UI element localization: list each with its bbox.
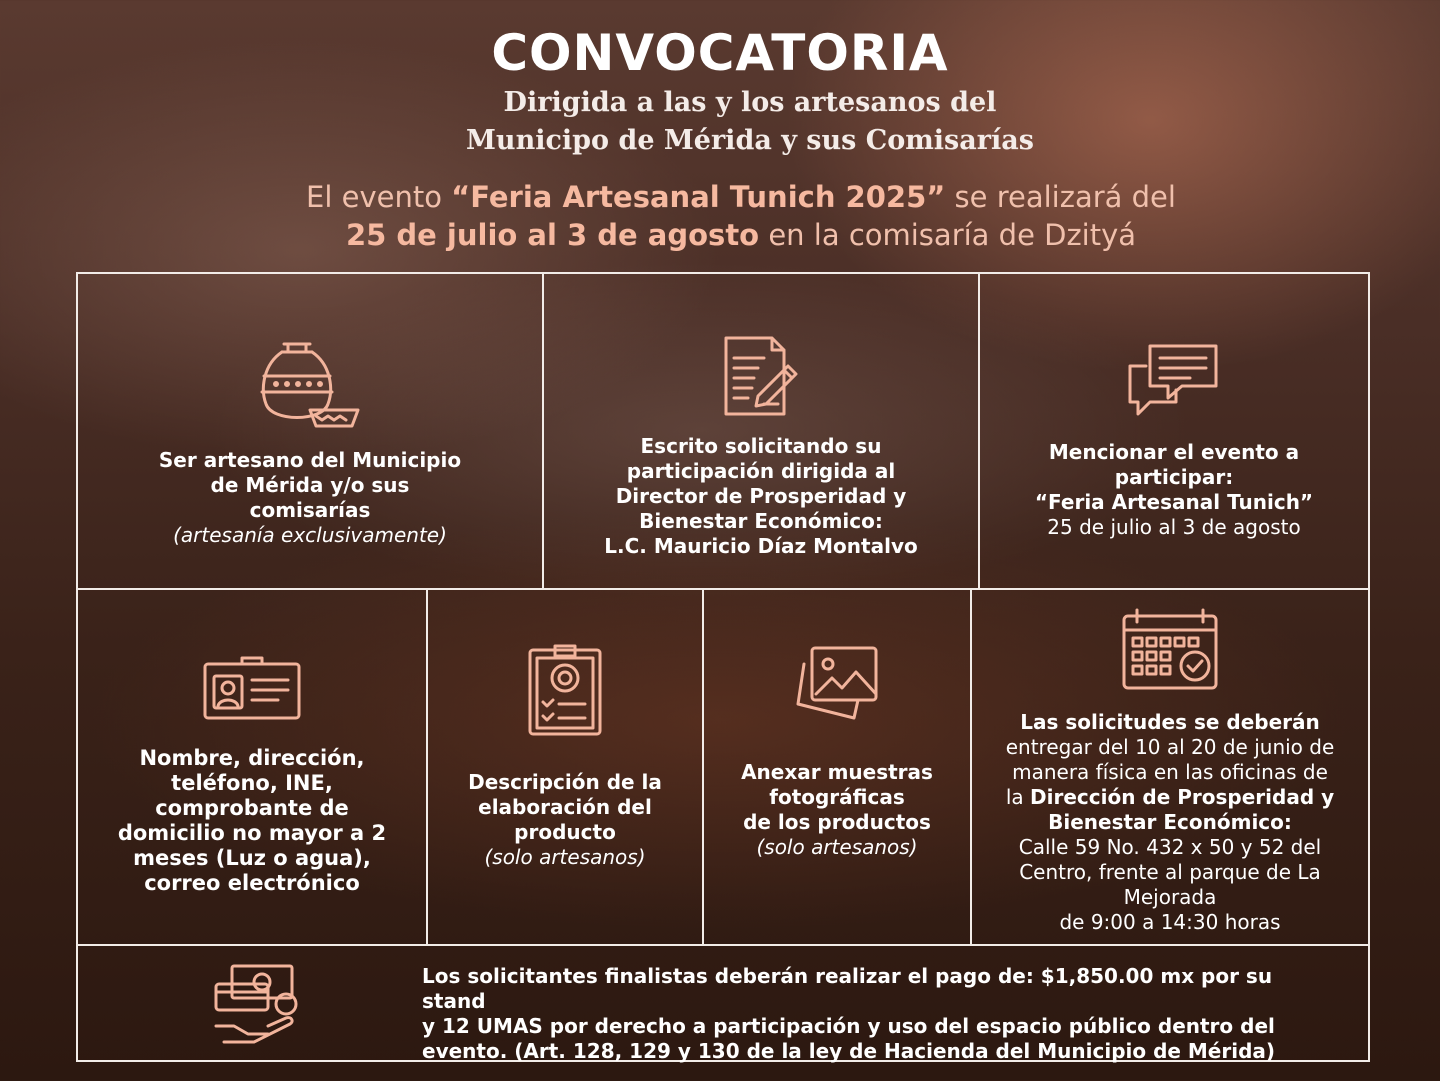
requirement-artisan bbox=[76, 272, 544, 590]
requirement-schedule bbox=[970, 588, 1370, 946]
text-line: Nombre, dirección, bbox=[139, 746, 365, 770]
requirement-personal bbox=[76, 588, 428, 946]
subtitle-line: Municipo de Mérida y sus Comisarías bbox=[466, 125, 1034, 156]
text-line: Ser artesano del Municipio bbox=[158, 448, 462, 472]
address-line: Mejorada bbox=[1123, 885, 1217, 909]
event-dates: 25 de julio al 3 de agosto bbox=[1047, 515, 1301, 539]
event-suffix: en la comisaría de Dzityá bbox=[759, 218, 1137, 252]
requirement-mention bbox=[978, 272, 1370, 590]
payment-text bbox=[422, 964, 1322, 1064]
text-line: entregar del 10 al 20 de junio de bbox=[1005, 735, 1335, 759]
hours: de 9:00 a 14:30 horas bbox=[1059, 910, 1281, 934]
note: (solo artesanos) bbox=[484, 845, 646, 869]
calendar-check-icon bbox=[1121, 608, 1219, 690]
text-line: y 12 UMAS por derecho a participación y uso del espacio público dentro del bbox=[422, 1014, 1275, 1038]
office-name: Bienestar Económico: bbox=[1048, 810, 1292, 834]
text-line: Anexar muestras bbox=[741, 760, 933, 784]
text-line: la bbox=[1005, 785, 1031, 809]
note: (artesanía exclusivamente) bbox=[173, 523, 447, 547]
text-line: meses (Luz o agua), bbox=[133, 846, 371, 870]
office-name: Dirección de Prosperidad y bbox=[1030, 785, 1335, 809]
text-line: participación dirigida al bbox=[626, 459, 896, 483]
text-line: manera física en las oficinas de bbox=[1012, 760, 1328, 784]
text-line: Descripción de la bbox=[468, 770, 662, 794]
chat-bubbles-icon bbox=[1126, 342, 1222, 418]
text-line: domicilio no mayor a 2 bbox=[117, 821, 387, 845]
text-line: correo electrónico bbox=[144, 871, 360, 895]
text-line: Escrito solicitando su bbox=[640, 434, 882, 458]
event-prefix: El evento bbox=[306, 180, 452, 214]
event-name: “Feria Artesanal Tunich 2025” bbox=[451, 180, 946, 214]
address-line: Calle 59 No. 432 x 50 y 52 del bbox=[1018, 835, 1322, 859]
text-line: Las solicitudes se deberán bbox=[1020, 710, 1320, 734]
event-dates: 25 de julio al 3 de agosto bbox=[345, 218, 760, 252]
event-mid: se realizará del bbox=[945, 180, 1176, 214]
text-line: elaboración del bbox=[478, 795, 652, 819]
text-line: fotográficas bbox=[769, 785, 905, 809]
money-hand-icon bbox=[212, 962, 304, 1048]
document-pen-icon bbox=[718, 334, 804, 420]
event-name: “Feria Artesanal Tunich” bbox=[1034, 490, 1314, 514]
legal-reference: (Art. 128, 129 y 130 de la ley de Hacienda del Municipio de Mérida) bbox=[514, 1039, 1276, 1063]
page-title: CONVOCATORIA bbox=[491, 24, 949, 82]
requirement-photos bbox=[702, 588, 972, 946]
text-line: comprobante de bbox=[155, 796, 349, 820]
text-line: participar: bbox=[1114, 465, 1234, 489]
note: (solo artesanos) bbox=[756, 835, 918, 859]
text-line: Bienestar Económico: bbox=[639, 509, 883, 533]
text-line: de Mérida y/o sus bbox=[210, 473, 410, 497]
pottery-icon bbox=[258, 340, 362, 432]
subtitle-line: Dirigida a las y los artesanos del bbox=[503, 87, 997, 118]
clipboard-gear-icon bbox=[527, 642, 603, 736]
address-line: Centro, frente al parque de La bbox=[1019, 860, 1321, 884]
requirement-description bbox=[426, 588, 704, 946]
text-line: Director de Prosperidad y bbox=[615, 484, 907, 508]
text-line: de los productos bbox=[743, 810, 931, 834]
photos-icon bbox=[794, 644, 880, 724]
event-announcement bbox=[0, 178, 1440, 254]
id-card-icon bbox=[202, 654, 302, 720]
text-line: Los solicitantes finalistas deberán realizar el pago de: $1,850.00 mx por su stand bbox=[422, 964, 1273, 1013]
text-line: producto bbox=[514, 820, 616, 844]
payment-box bbox=[76, 944, 1370, 1062]
text-line: Mencionar el evento a bbox=[1048, 440, 1300, 464]
subtitle bbox=[0, 84, 1440, 160]
requirement-letter bbox=[542, 272, 980, 590]
text-line: comisarías bbox=[249, 498, 371, 522]
text-line: teléfono, INE, bbox=[171, 771, 333, 795]
text-line: evento. bbox=[422, 1039, 515, 1063]
director-name: L.C. Mauricio Díaz Montalvo bbox=[604, 534, 918, 558]
